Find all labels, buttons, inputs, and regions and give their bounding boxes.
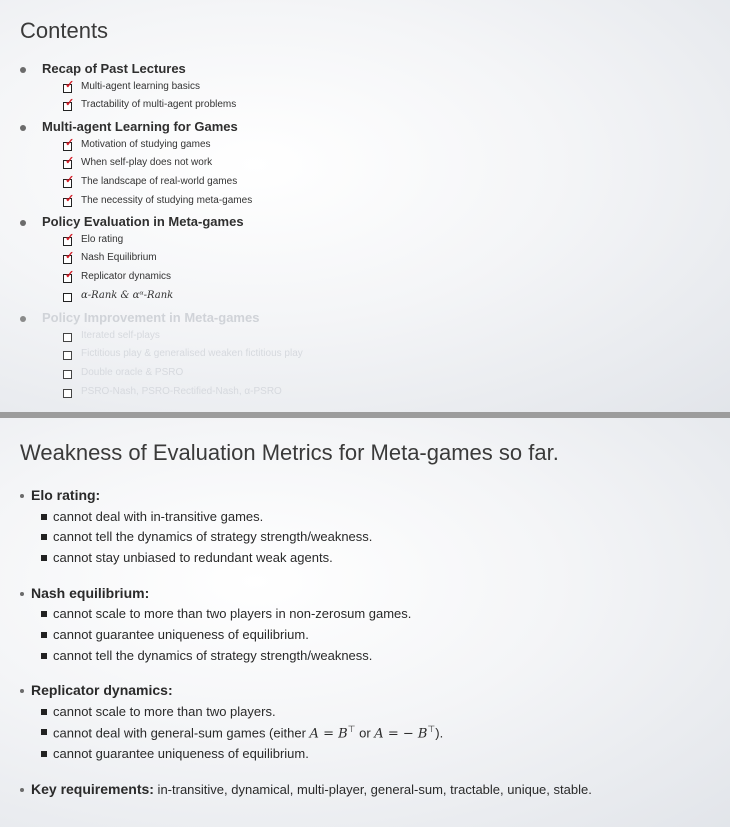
item-text: cannot guarantee uniqueness of equilibrium. — [53, 627, 309, 642]
section-heading: Nash equilibrium: — [31, 585, 150, 601]
contents-title: Contents — [20, 18, 109, 43]
item-text: cannot deal with in-transitive games. — [53, 509, 264, 524]
bullet-icon — [20, 788, 24, 792]
weakness-title: Weakness of Evaluation Metrics for Meta-games so far. — [20, 440, 559, 465]
section-heading: Key requirements: in-transitive, dynamical, multi-player, general-sum, tractable, unique, stable. — [31, 781, 592, 797]
checkbox-checked-icon: ✓ — [65, 250, 75, 262]
item-label: The necessity of studying meta-games — [81, 195, 253, 206]
item-text: cannot scale to more than two players in non-zerosum games. — [53, 606, 412, 621]
section-label: Policy Improvement in Meta-games — [42, 310, 260, 325]
bullet-icon — [20, 494, 24, 498]
item-label: Elo rating — [81, 234, 124, 245]
section-label: Policy Evaluation in Meta-games — [42, 214, 244, 229]
bullet-icon — [20, 592, 24, 596]
bullet-icon — [20, 125, 26, 131]
checkbox-empty-icon — [63, 293, 72, 302]
item-label: PSRO-Nash, PSRO-Rectified-Nash, α-PSRO — [81, 386, 282, 397]
item-label: Multi-agent learning basics — [81, 81, 200, 92]
bullet-icon — [20, 316, 26, 322]
bullet-icon — [20, 220, 26, 226]
square-bullet-icon — [41, 729, 47, 735]
section-heading: Replicator dynamics: — [31, 682, 173, 698]
item-text: cannot stay unbiased to redundant weak agents. — [53, 550, 333, 565]
bullet-icon — [20, 689, 24, 693]
square-bullet-icon — [41, 534, 47, 540]
item-label: α-Rank & αᵅ-Rank — [81, 290, 174, 301]
square-bullet-icon — [41, 653, 47, 659]
checkbox-checked-icon: ✓ — [65, 193, 75, 205]
weakness-slide — [0, 418, 730, 827]
item-text: cannot tell the dynamics of strategy strength/weakness. — [53, 648, 373, 663]
bullet-icon — [20, 67, 26, 73]
checkbox-empty-icon — [63, 333, 72, 342]
checkbox-checked-icon: ✓ — [65, 232, 75, 244]
square-bullet-icon — [41, 555, 47, 561]
checkbox-empty-icon — [63, 370, 72, 379]
item-label: Replicator dynamics — [81, 271, 172, 282]
checkbox-empty-icon — [63, 389, 72, 398]
checkbox-empty-icon — [63, 351, 72, 360]
item-label: Motivation of studying games — [81, 139, 211, 150]
item-label: Double oracle & PSRO — [81, 367, 184, 378]
item-label: Nash Equilibrium — [81, 252, 157, 263]
item-text: cannot scale to more than two players. — [53, 704, 276, 719]
section-heading: Elo rating: — [31, 487, 101, 503]
square-bullet-icon — [41, 751, 47, 757]
item-text: cannot guarantee uniqueness of equilibrium. — [53, 746, 309, 761]
item-text: cannot tell the dynamics of strategy strength/weakness. — [53, 529, 373, 544]
checkbox-checked-icon: ✓ — [65, 79, 75, 91]
section-label: Recap of Past Lectures — [42, 61, 186, 76]
checkbox-checked-icon: ✓ — [65, 155, 75, 167]
item-label: When self-play does not work — [81, 157, 213, 168]
square-bullet-icon — [41, 514, 47, 520]
checkbox-checked-icon: ✓ — [65, 269, 75, 281]
item-text: cannot deal with general-sum games (either A = B⊤ or A = − B⊤). — [53, 724, 444, 742]
square-bullet-icon — [41, 611, 47, 617]
item-label: Fictitious play & generalised weaken fictitious play — [81, 348, 303, 359]
item-label: The landscape of real-world games — [81, 176, 238, 187]
section-label: Multi-agent Learning for Games — [42, 119, 238, 134]
checkbox-checked-icon: ✓ — [65, 137, 75, 149]
square-bullet-icon — [41, 709, 47, 715]
checkbox-checked-icon: ✓ — [65, 97, 75, 109]
item-label: Iterated self-plays — [81, 330, 160, 341]
checkbox-checked-icon: ✓ — [65, 174, 75, 186]
contents-slide — [0, 0, 730, 412]
item-label: Tractability of multi-agent problems — [81, 99, 237, 110]
square-bullet-icon — [41, 632, 47, 638]
